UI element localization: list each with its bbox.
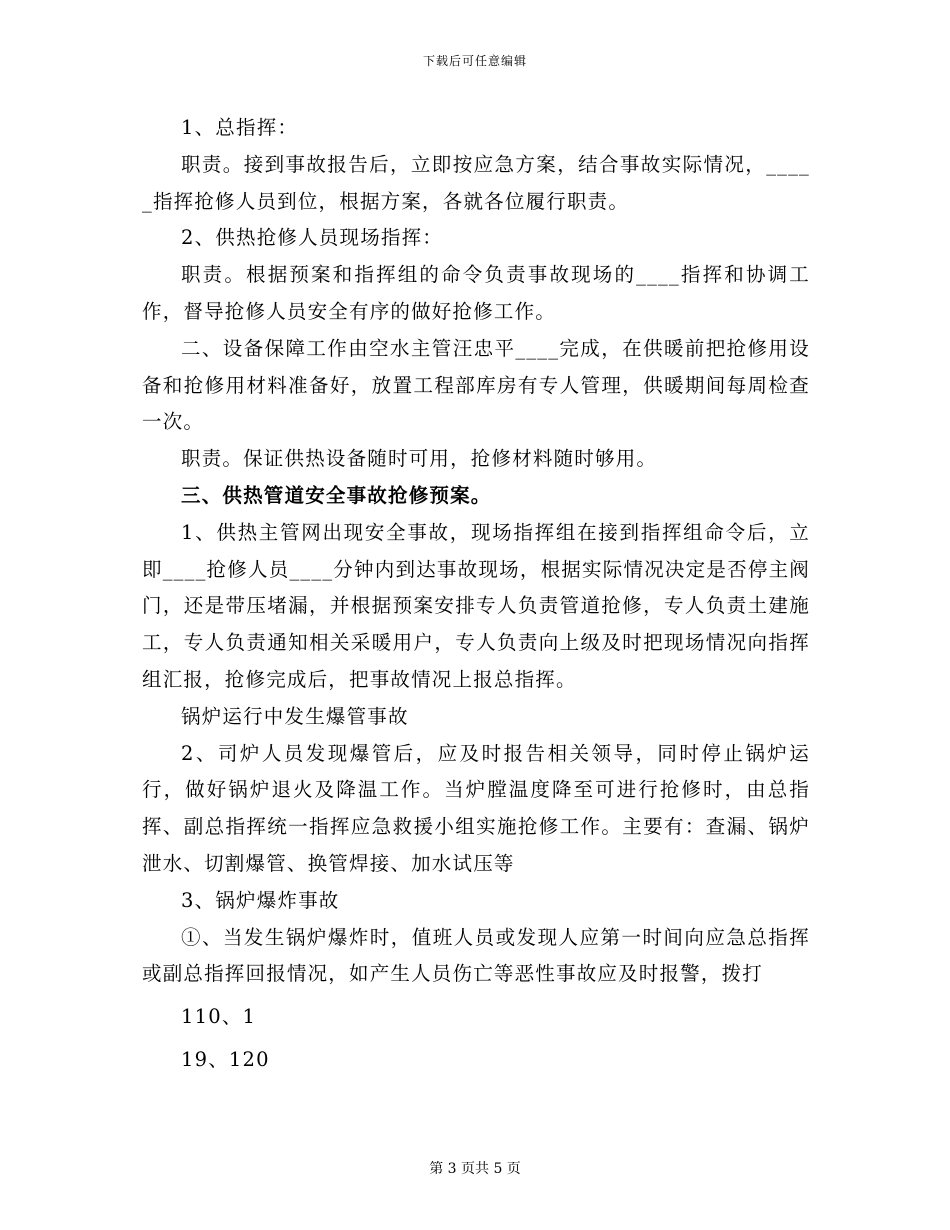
- paragraph-site-command-duty: 职责。根据预案和指挥组的命令负责事故现场的____指挥和协调工作，督导抢修人员安全有序的做好抢修工作。: [142, 263, 810, 323]
- paragraph-commander-duty: 职责。接到事故报告后，立即按应急方案，结合事故实际情况，_____指挥抢修人员到位，根据方案，各就各位履行职责。: [142, 152, 810, 213]
- paragraph-pipeline-accident: 1、供热主管网出现安全事故，现场指挥组在接到指挥组命令后，立即____抢修人员____分钟内到达事故现场，根据实际情况决定是否停主阀门，还是带压堵漏，并根据预案安排专人负责管道抢修，专人负责土建施工，专人负责通知相关采暖用户，专人负责向上级及时把现场情况向指挥组汇报，抢修完成后，把事故情况上报总指挥。: [142, 520, 810, 691]
- section-heading-pipeline-plan: 三、供热管道安全事故抢修预案。: [181, 483, 492, 507]
- paragraph-boiler-explosion-report: ①、当发生锅炉爆炸时，值班人员或发现人应第一时间向应急总指挥或副总指挥回报情况，如产生人员伤亡等恶性事故应及时报警，拨打: [142, 925, 810, 986]
- section-heading-commander: 1、总指挥：: [181, 116, 299, 139]
- page-footer: 第 3 页共 5 页: [429, 1161, 521, 1177]
- document-body: [142, 110, 810, 1079]
- section-heading-site-command: 2、供热抢修人员现场指挥：: [181, 226, 444, 250]
- paragraph-phone-numbers-1: 110、1: [181, 1005, 257, 1029]
- paragraph-phone-numbers-2: 19、120: [181, 1047, 270, 1071]
- paragraph-equipment-duty: 职责。保证供热设备随时可用，抢修材料随时够用。: [181, 447, 658, 471]
- paragraph-equipment-support: 二、设备保障工作由空水主管汪忠平____完成，在供暖前把抢修用设备和抢修用材料准备好，放置工程部库房有专人管理，供暖期间每周检查一次。: [142, 336, 810, 434]
- page-header: 下载后可任意编辑: [422, 54, 527, 68]
- section-heading-boiler-explosion: 3、锅炉爆炸事故: [181, 888, 340, 912]
- paragraph-boiler-tube-burst: 2、司炉人员发现爆管后，应及时报告相关领导，同时停止锅炉运行，做好锅炉退火及降温工作。当炉膛温度降至可进行抢修时，由总指挥、副总指挥统一指挥应急救援小组实施抢修工作。主要有：查漏、锅炉泄水、切割爆管、换管焊接、加水试压等: [142, 741, 810, 875]
- paragraph-boiler-tube-burst-title: 锅炉运行中发生爆管事故: [181, 704, 409, 728]
